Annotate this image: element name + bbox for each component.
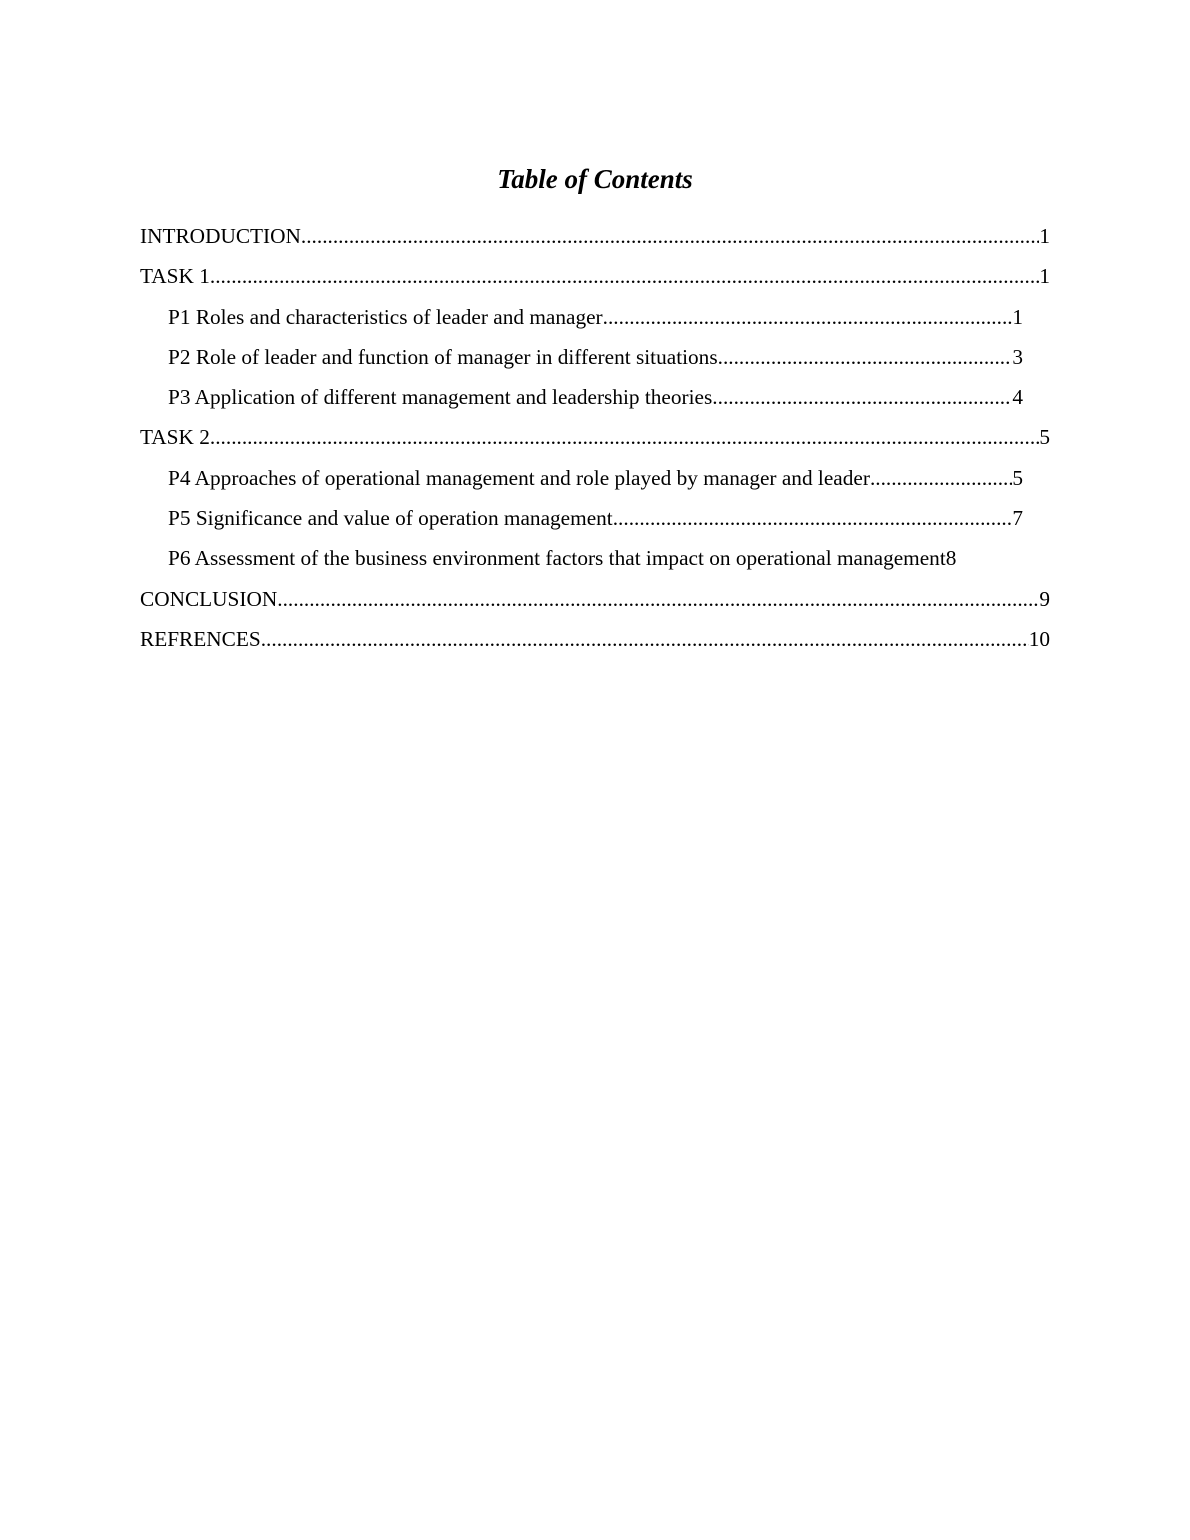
toc-entry-task-2[interactable] [0, 417, 1190, 457]
toc-entry-p2[interactable] [0, 337, 1190, 377]
toc-dot-leader [210, 417, 1039, 457]
toc-dot-leader [210, 256, 1039, 296]
toc-entry-p5[interactable] [0, 498, 1190, 538]
toc-dot-leader [718, 337, 1013, 377]
toc-page-number: 1 [1039, 224, 1050, 248]
toc-entry-p3[interactable] [0, 377, 1190, 417]
toc-entry-label: P4 Approaches of operational management and role played by manager and leader [168, 465, 870, 490]
toc-entry-label: P6 Assessment of the business environment factors that impact on operational management [168, 546, 946, 571]
toc-list [0, 216, 1190, 659]
toc-title: Table of Contents [497, 164, 693, 194]
toc-entry-label: P3 Application of different management and leadership theories [168, 385, 713, 410]
toc-dot-leader [870, 458, 1012, 498]
toc-page-number: 1 [1012, 304, 1023, 329]
toc-page-number: 4 [1012, 385, 1023, 410]
toc-dot-leader [301, 216, 1039, 256]
toc-entry-introduction[interactable] [0, 216, 1190, 256]
toc-entry-label: REFRENCES [140, 626, 261, 651]
toc-entry-references[interactable] [0, 619, 1190, 659]
toc-entry-conclusion[interactable] [0, 579, 1190, 619]
toc-page-number: 5 [1012, 465, 1023, 490]
toc-dot-leader [277, 579, 1039, 619]
toc-entry-label: CONCLUSION [140, 586, 278, 611]
toc-entry-p1[interactable] [0, 297, 1190, 337]
toc-entry-label: TASK 1 [140, 264, 210, 289]
toc-page-number: 3 [1012, 344, 1023, 369]
toc-entry-task-1[interactable] [0, 256, 1190, 296]
toc-entry-label: INTRODUCTION [140, 224, 301, 248]
toc-page-number: 10 [1028, 626, 1050, 651]
toc-page-number: 5 [1039, 425, 1050, 450]
toc-entry-label: P2 Role of leader and function of manager in different situations [168, 344, 718, 369]
toc-dot-leader [712, 377, 1012, 417]
toc-dot-leader [603, 297, 1013, 337]
toc-entry-p6[interactable] [0, 538, 1190, 578]
toc-page-number: 9 [1039, 586, 1050, 611]
toc-page-number: 8 [945, 546, 957, 571]
toc-dot-leader [613, 498, 1013, 538]
toc-entry-label: TASK 2 [140, 425, 210, 450]
toc-entry-label: P5 Significance and value of operation management [168, 506, 613, 531]
toc-entry-label: P1 Roles and characteristics of leader and manager [168, 304, 603, 329]
toc-page-number: 7 [1012, 506, 1023, 531]
toc-page-number: 1 [1039, 264, 1050, 289]
toc-entry-p4[interactable] [0, 458, 1190, 498]
toc-dot-leader [261, 619, 1029, 659]
